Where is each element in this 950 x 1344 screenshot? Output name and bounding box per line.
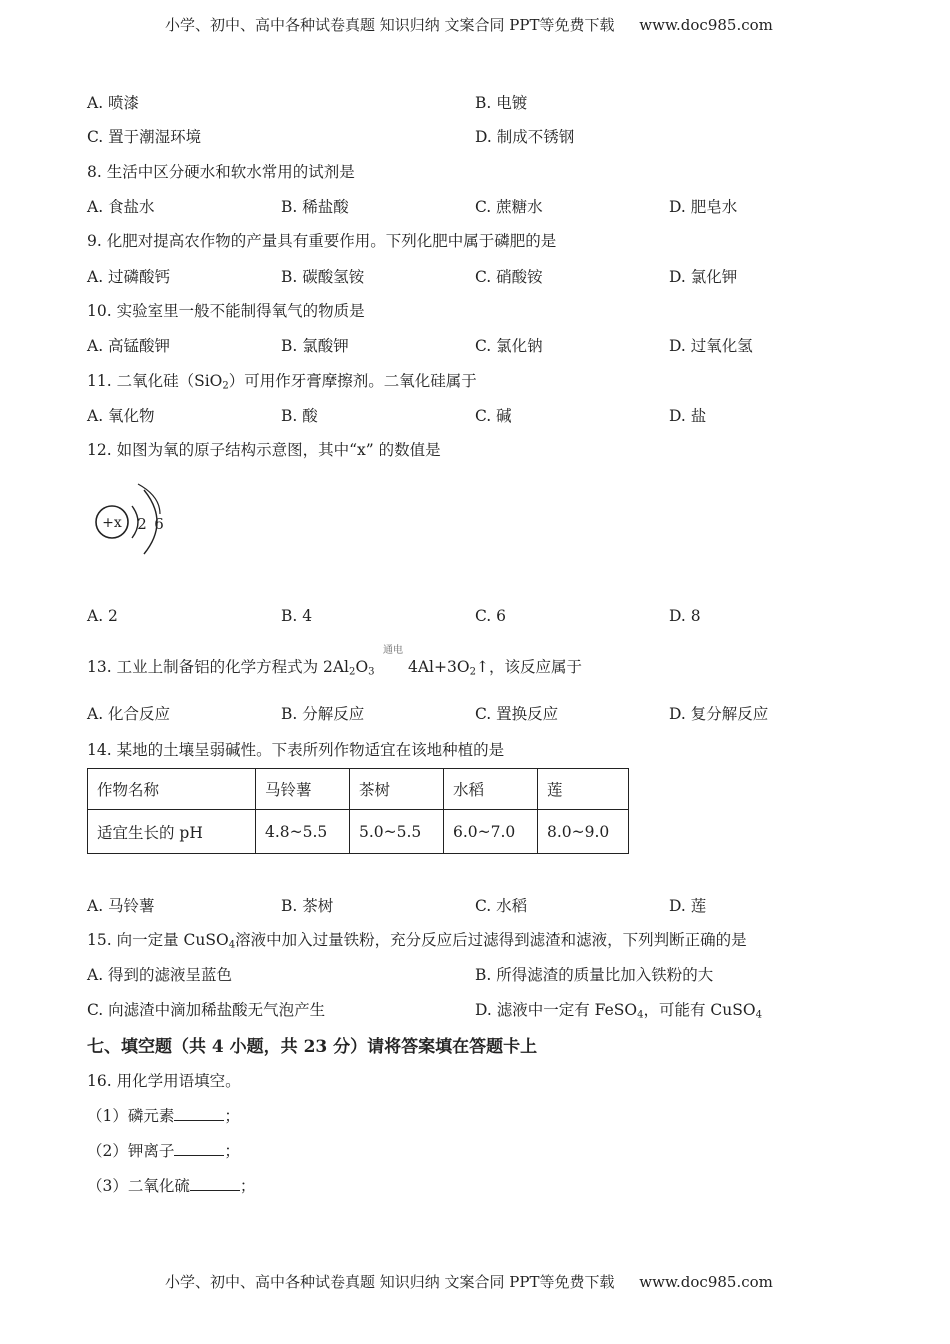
ph-table (87, 768, 629, 854)
q8-option-b: B. 稀盐酸 (281, 198, 349, 216)
q13-option-a: A. 化合反应 (87, 705, 171, 723)
q13-stem: 13. 工业上制备铝的化学方程式为 $2Al_2O_3$ (87, 658, 375, 678)
q12-option-c: C. 6 (475, 607, 507, 625)
q15-option-a: A. 得到的滤液呈蓝色 (87, 966, 233, 984)
table-cell: 5.0~5.5 (350, 810, 444, 854)
page-footer (165, 1271, 773, 1292)
electron-shell-3 (138, 484, 160, 514)
q11-option-c: C. 碱 (475, 407, 512, 425)
table-cell: 4.8~5.5 (256, 810, 350, 854)
q13-products: $4Al+3O_2↑$，该反应属于 (408, 658, 582, 678)
q15-stem: 15. 向一定量 CuSO$_4$溶液中加入过量铁粉，充分反应后过滤得到滤渣和滤液，下列判断正确的是 (87, 931, 747, 951)
q9-option-d: D. 氯化钾 (669, 268, 738, 286)
shell1-electrons: 2 (137, 515, 147, 533)
header-url[interactable]: www.doc985.com (639, 16, 773, 34)
q8-stem: 8. 生活中区分硬水和软水常用的试剂是 (87, 163, 355, 181)
q14-option-d: D. 莲 (669, 897, 707, 915)
q16-item-2: （2）钾离子 ； (87, 1142, 240, 1160)
shell2-electrons: 6 (154, 515, 164, 533)
table-cell: 8.0~9.0 (538, 810, 629, 854)
table-cell: 马铃薯 (256, 769, 350, 810)
table-cell: 水稻 (444, 769, 538, 810)
reaction-condition: 通电 (383, 645, 403, 656)
q9-stem: 9. 化肥对提高农作物的产量具有重要作用。下列化肥中属于磷肥的是 (87, 232, 557, 250)
q16-item-1: （1）磷元素 ； (87, 1107, 240, 1125)
q16-stem: 16. 用化学用语填空。 (87, 1072, 241, 1090)
q14-option-c: C. 水稻 (475, 897, 528, 915)
q12-option-a: A. 2 (87, 607, 118, 625)
q12-option-d: D. 8 (669, 607, 701, 625)
q11-option-d: D. 盐 (669, 407, 707, 425)
q13-option-c: C. 置换反应 (475, 705, 559, 723)
q8-option-a: A. 食盐水 (87, 198, 155, 216)
q9-option-b: B. 碳酸氢铵 (281, 268, 365, 286)
table-header-row (88, 769, 629, 810)
footer-url[interactable]: www.doc985.com (639, 1273, 773, 1291)
q14-option-b: B. 茶树 (281, 897, 334, 915)
q10-stem: 10. 实验室里一般不能制得氧气的物质是 (87, 302, 365, 320)
q7-option-d: D. 制成不锈钢 (475, 128, 575, 146)
table-cell: 适宜生长的 pH (88, 810, 256, 854)
q10-option-b: B. 氯酸钾 (281, 337, 349, 355)
q7-option-a: A. 喷漆 (87, 94, 140, 112)
q15-option-c: C. 向滤渣中滴加稀盐酸无气泡产生 (87, 1001, 326, 1019)
q7-option-b: B. 电镀 (475, 94, 528, 112)
table-row (88, 810, 629, 854)
q13-option-d: D. 复分解反应 (669, 705, 769, 723)
q10-option-a: A. 高锰酸钾 (87, 337, 171, 355)
q11-option-b: B. 酸 (281, 407, 318, 425)
q12-option-b: B. 4 (281, 607, 313, 625)
page-header (165, 14, 773, 35)
q13-option-b: B. 分解反应 (281, 705, 365, 723)
answer-blank[interactable] (190, 1176, 240, 1191)
q9-option-a: A. 过磷酸钙 (87, 268, 171, 286)
q11-stem: 11. 二氧化硅（SiO$_2$）可用作牙膏摩擦剂。二氧化硅属于 (87, 372, 477, 392)
q8-option-d: D. 肥皂水 (669, 198, 738, 216)
q14-stem: 14. 某地的土壤呈弱碱性。下表所列作物适宜在该地种植的是 (87, 741, 505, 759)
q12-stem: 12. 如图为氧的原子结构示意图，其中“x” 的数值是 (87, 441, 441, 459)
footer-text: 小学、初中、高中各种试卷真题 知识归纳 文案合同 PPT等免费下载 (165, 1273, 615, 1291)
header-text: 小学、初中、高中各种试卷真题 知识归纳 文案合同 PPT等免费下载 (165, 16, 615, 34)
q15-option-d: D. 滤液中一定有 FeSO$_4$，可能有 CuSO$_4$ (475, 1001, 762, 1021)
q15-option-b: B. 所得滤渣的质量比加入铁粉的大 (475, 966, 714, 984)
q7-option-c: C. 置于潮湿环境 (87, 128, 202, 146)
nucleus-label: +x (102, 515, 122, 531)
section-title: 七、填空题（共 4 小题，共 23 分）请将答案填在答题卡上 (87, 1037, 538, 1057)
table-cell: 茶树 (350, 769, 444, 810)
atom-structure-diagram (88, 478, 178, 568)
q9-option-c: C. 硝酸铵 (475, 268, 543, 286)
q10-option-c: C. 氯化钠 (475, 337, 543, 355)
table-cell: 莲 (538, 769, 629, 810)
q8-option-c: C. 蔗糖水 (475, 198, 543, 216)
answer-blank[interactable] (174, 1106, 224, 1121)
q11-option-a: A. 氧化物 (87, 407, 155, 425)
q14-option-a: A. 马铃薯 (87, 897, 155, 915)
answer-blank[interactable] (174, 1141, 224, 1156)
q10-option-d: D. 过氧化氢 (669, 337, 753, 355)
table-cell: 6.0~7.0 (444, 810, 538, 854)
q16-item-3: （3）二氧化硫 ； (87, 1177, 256, 1195)
table-cell: 作物名称 (88, 769, 256, 810)
